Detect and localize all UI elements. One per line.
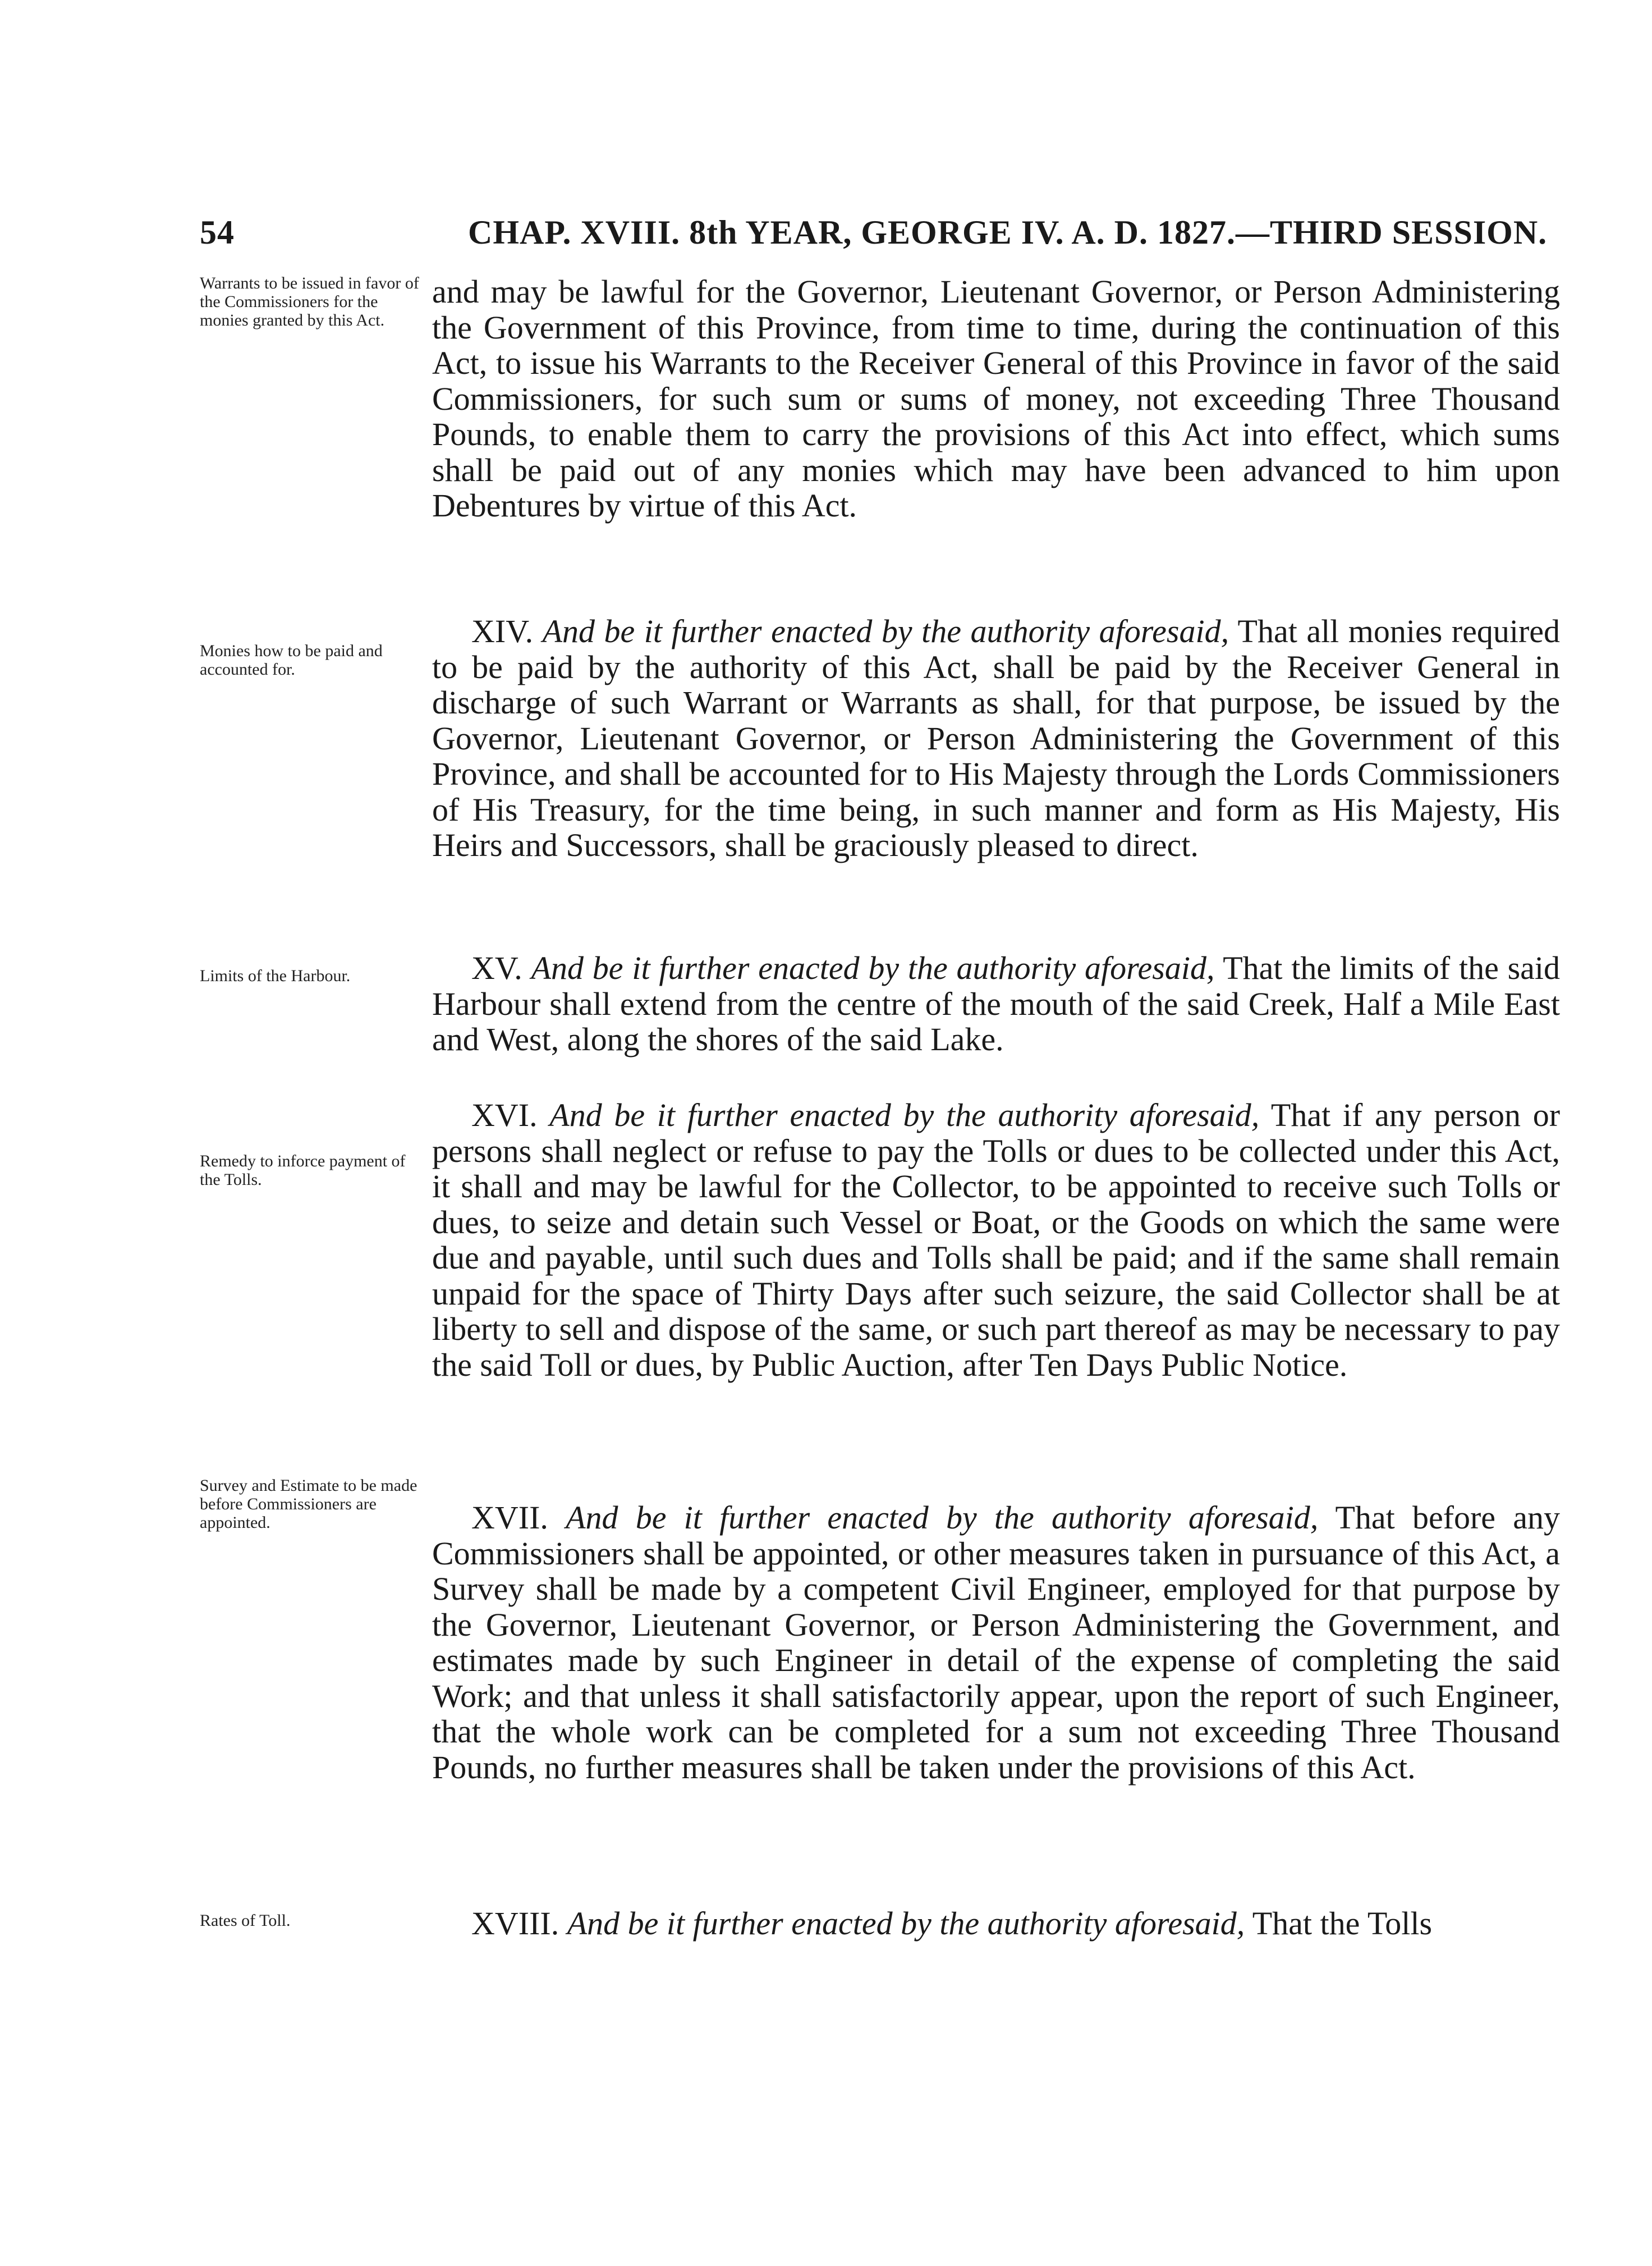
section-text: That all monies required to be paid by the authority of this Act, shall be paid by the Receiver General in discharge of such Warrant or Warrants as shall, for that purpose, be issued by the Governor, Lieutenant Governor, or Person Administering the Government of this Province, and shall be accounted for to His Majesty through the Lords Commissioners of His Treasury, for the time being, in such manner and form as His Majesty, His Heirs and Successors, shall be graciously pleased to direct.	[432, 613, 1561, 863]
margin-note-warrants: Warrants to be issued in favor of the Commissioners for the monies granted by this Act.	[200, 274, 419, 329]
section-xvii	[432, 1500, 1560, 1785]
page-number: 54	[200, 214, 235, 251]
enacting-clause: And be it further enacted by the authority aforesaid,	[542, 613, 1229, 649]
section-number: XVIII.	[471, 1905, 559, 1942]
section-xvi	[432, 1097, 1560, 1383]
margin-note-survey: Survey and Estimate to be made before Commissioners are appointed.	[200, 1476, 417, 1532]
section-number: XVII.	[471, 1499, 548, 1536]
margin-note-limits: Limits of the Harbour.	[200, 967, 351, 985]
section-number: XV.	[471, 950, 522, 986]
section-text: That before any Commissioners shall be appointed, or other measures taken in pursuance of this Act, a Survey shall be made by a competent Civil Engineer, employed for that purpose by the Governor, Lieutenant Governor, or Person Administering the Government, and estimates made by such Engineer in detail of the expense of completing the said Work; and that unless it shall satisfactorily appear, upon the report of such Engineer, that the whole work can be completed for a sum not exceeding Three Thousand Pounds, no further measures shall be taken under the provisions of this Act.	[432, 1499, 1560, 1786]
section-text: That the limits of the said Harbour shall extend from the centre of the mouth of the said Creek, Half a Mile East and West, along the shores of the said Lake.	[432, 950, 1561, 1058]
margin-note-monies: Monies how to be paid and accounted for.	[200, 642, 383, 679]
section-text: That the Tolls	[1252, 1905, 1433, 1942]
running-title: CHAP. XVIII. 8th YEAR, GEORGE IV. A. D. 1827.—THIRD SESSION.	[468, 214, 1548, 251]
section-number: XIV.	[471, 613, 534, 649]
section-xviii	[432, 1906, 1560, 1942]
section-number: XVI.	[471, 1097, 538, 1133]
enacting-clause: And be it further enacted by the authority aforesaid,	[549, 1097, 1260, 1133]
continuation-text: and may be lawful for the Governor, Lieutenant Governor, or Person Administering the Government of this Province, from time to time, during the continuation of this Act, to issue his Warrants to the Receiver General of this Province in favor of the said Commissioners, for such sum or sums of money, not exceeding Three Thousand Pounds, to enable them to carry the provisions of this Act into effect, which sums shall be paid out of any monies which may have been advanced to him upon Debentures by virtue of this Act.	[432, 273, 1560, 524]
page-header	[200, 213, 1558, 258]
margin-note-remedy: Remedy to inforce payment of the Tolls.	[200, 1152, 406, 1189]
enacting-clause: And be it further enacted by the authority aforesaid,	[566, 1499, 1319, 1536]
enacting-clause: And be it further enacted by the authority aforesaid,	[567, 1905, 1245, 1942]
margin-note-rates: Rates of Toll.	[200, 1911, 291, 1930]
paragraph-continuation	[432, 274, 1560, 524]
section-xv	[432, 950, 1560, 1058]
section-text: That if any person or persons shall neglect or refuse to pay the Tolls or dues to be collected under this Act, it shall and may be lawful for the Collector, to be appointed to receive such Tolls or dues, to seize and detain such Vessel or Boat, or the Goods on which the same were due and payable, until such dues and Tolls shall be paid; and if the same shall remain unpaid for the space of Thirty Days after such seizure, the said Collector shall be at liberty to sell and dispose of the same, or such part thereof as may be necessary to pay the said Toll or dues, by Public Auction, after Ten Days Public Notice.	[432, 1097, 1561, 1383]
enacting-clause: And be it further enacted by the authority aforesaid,	[531, 950, 1215, 986]
section-xiv	[432, 614, 1560, 863]
